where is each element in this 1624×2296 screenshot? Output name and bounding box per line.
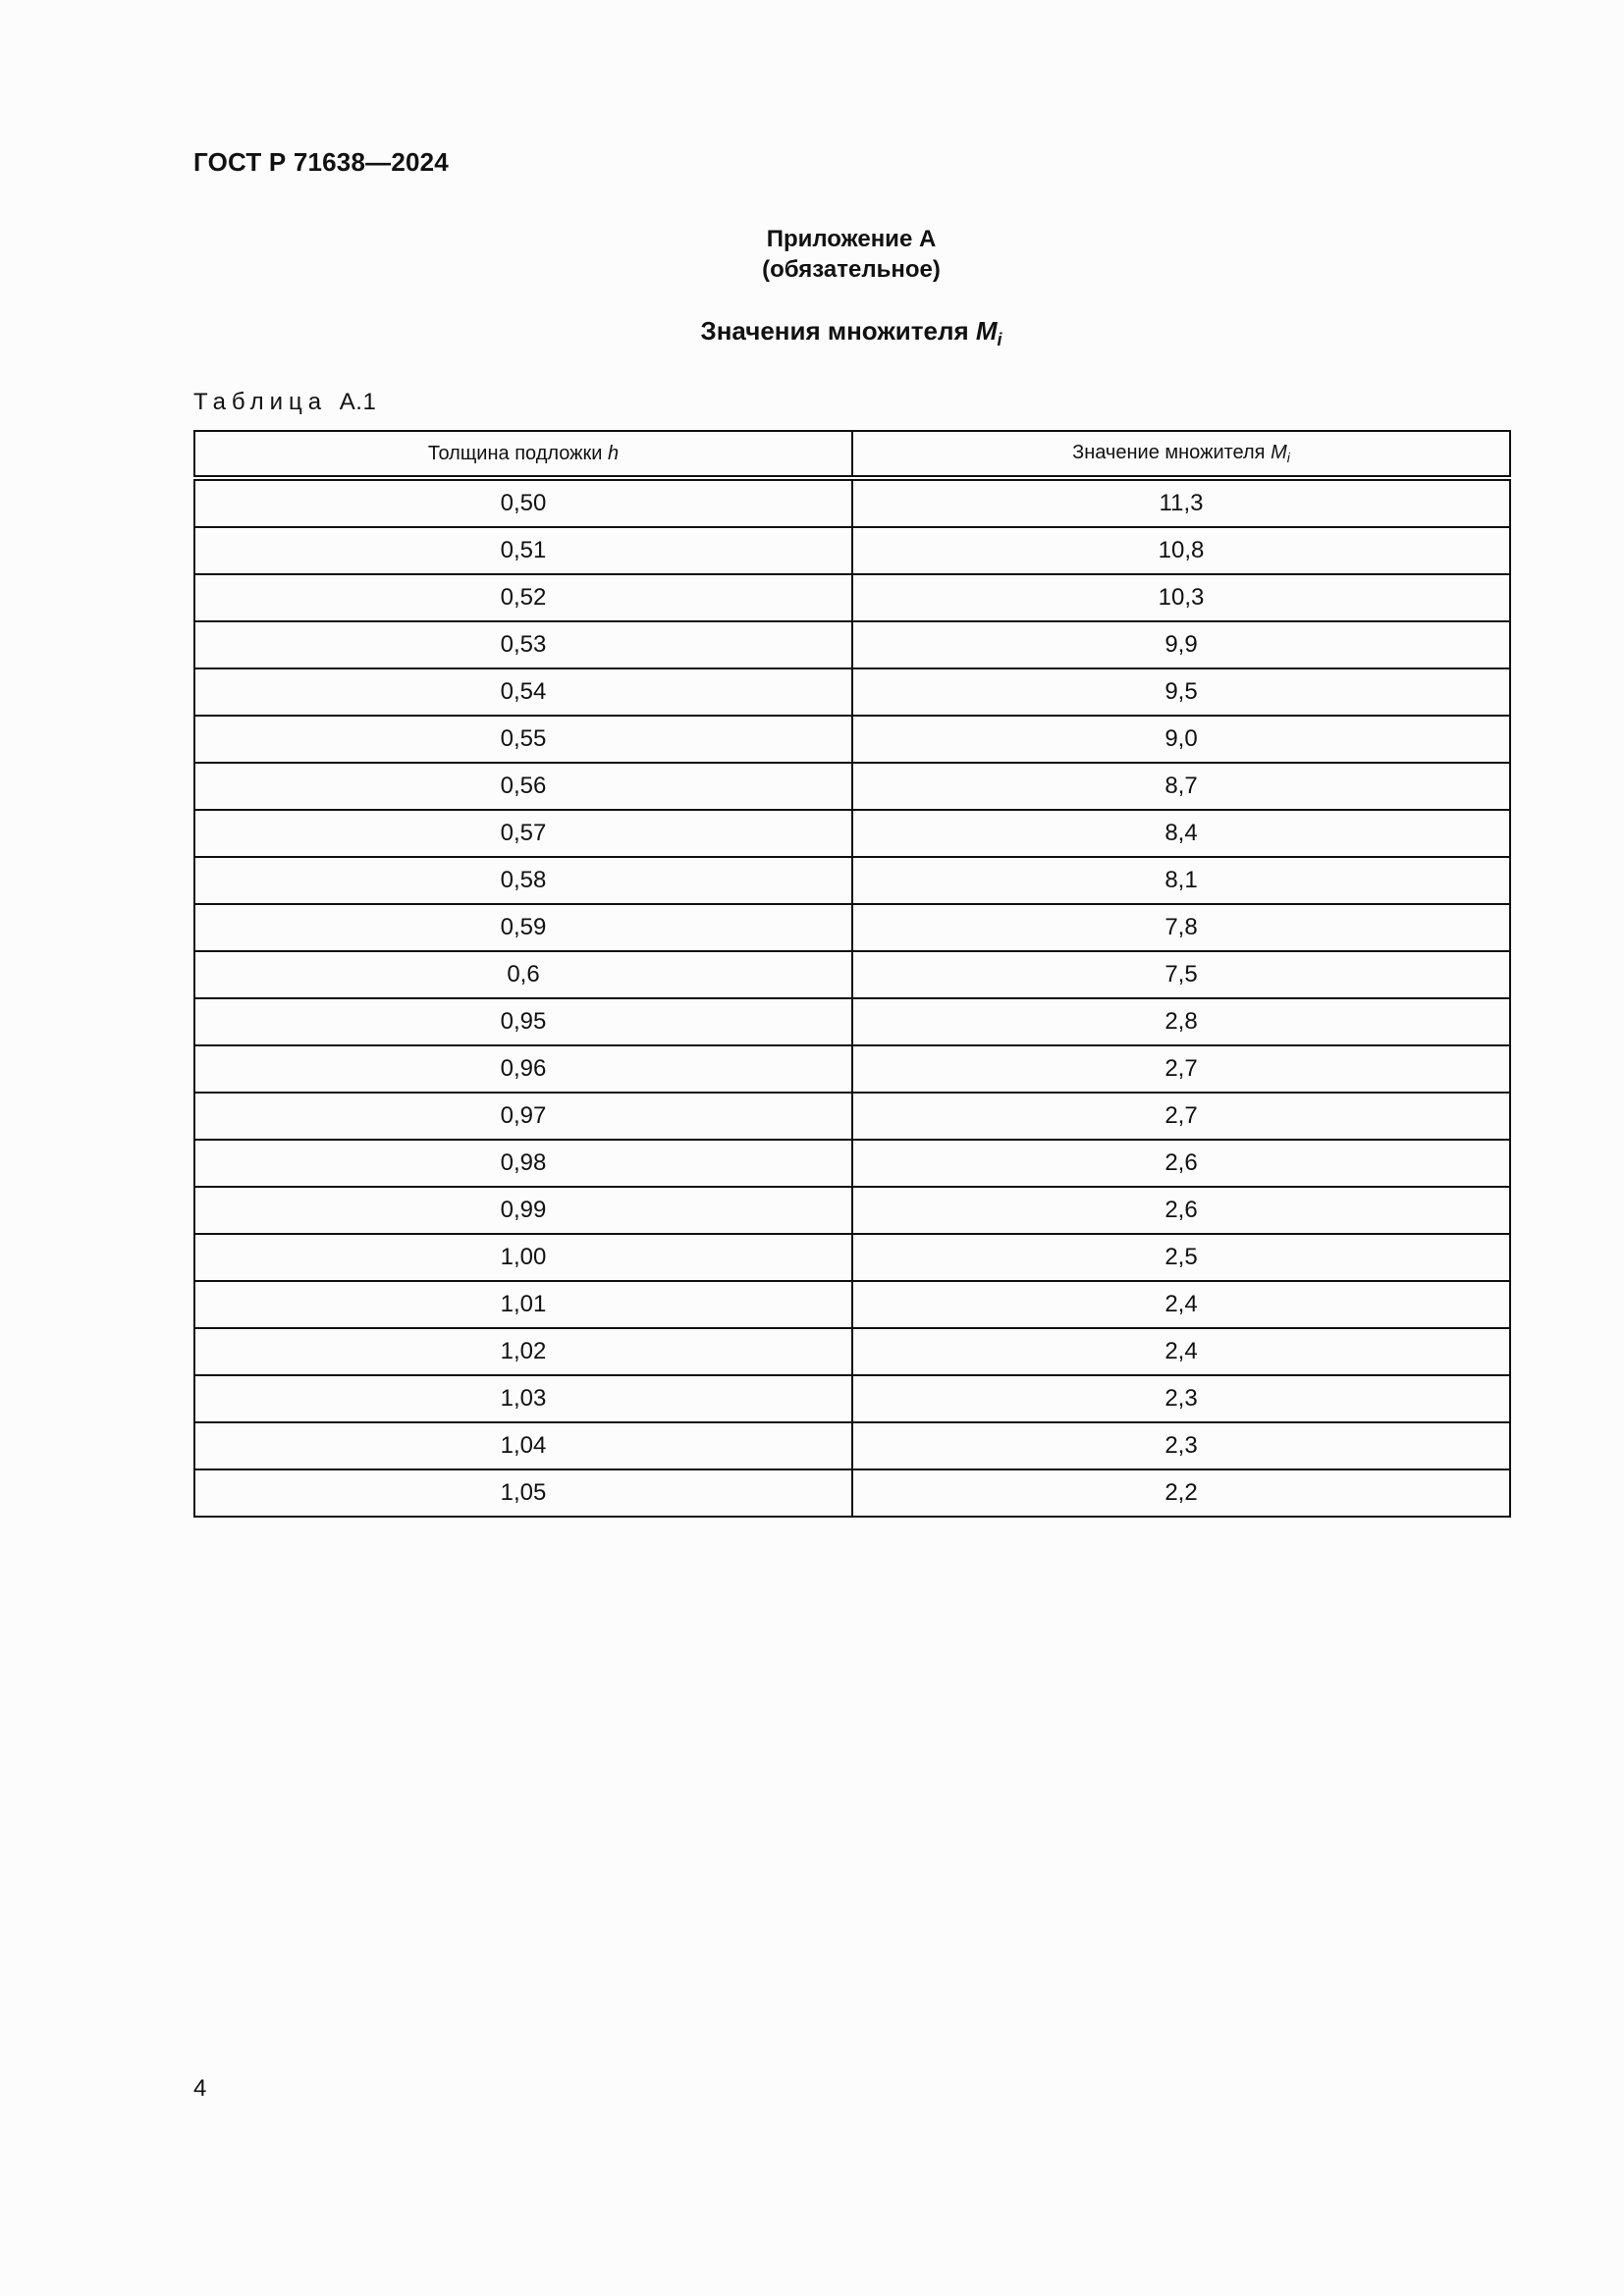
cell-thickness: 1,00 [194, 1234, 852, 1281]
table-row [194, 1422, 1510, 1469]
table-row [194, 1045, 1510, 1093]
table-row [194, 1281, 1510, 1328]
header-col2-text: Значение множителя [1072, 442, 1272, 463]
cell-multiplier: 10,3 [852, 574, 1510, 621]
page-number: 4 [193, 2075, 207, 2102]
table-row [194, 857, 1510, 904]
cell-multiplier: 2,4 [852, 1328, 1510, 1375]
cell-multiplier: 2,6 [852, 1140, 1510, 1187]
cell-multiplier: 2,8 [852, 998, 1510, 1045]
cell-thickness: 0,99 [194, 1187, 852, 1234]
cell-multiplier: 9,0 [852, 716, 1510, 763]
cell-thickness: 0,55 [194, 716, 852, 763]
table-row [194, 1093, 1510, 1140]
table-row [194, 574, 1510, 621]
cell-multiplier: 2,3 [852, 1422, 1510, 1469]
table-row [194, 1375, 1510, 1422]
table-row [194, 810, 1510, 857]
table-row [194, 998, 1510, 1045]
table-caption [193, 389, 376, 416]
cell-multiplier: 9,9 [852, 621, 1510, 668]
cell-multiplier: 8,4 [852, 810, 1510, 857]
cell-thickness: 1,04 [194, 1422, 852, 1469]
table-row [194, 763, 1510, 810]
table-row [194, 716, 1510, 763]
cell-thickness: 0,6 [194, 951, 852, 998]
table-header-row [194, 431, 1510, 478]
table-row [194, 1469, 1510, 1517]
cell-multiplier: 11,3 [852, 478, 1510, 527]
cell-thickness: 0,51 [194, 527, 852, 574]
section-title-symbol: M [975, 316, 998, 346]
cell-multiplier: 8,1 [852, 857, 1510, 904]
document-code: ГОСТ Р 71638—2024 [193, 147, 449, 177]
cell-multiplier: 2,3 [852, 1375, 1510, 1422]
table-row [194, 904, 1510, 951]
cell-multiplier: 7,8 [852, 904, 1510, 951]
table-row [194, 527, 1510, 574]
cell-thickness: 1,05 [194, 1469, 852, 1517]
cell-thickness: 0,95 [194, 998, 852, 1045]
cell-thickness: 0,98 [194, 1140, 852, 1187]
cell-multiplier: 10,8 [852, 527, 1510, 574]
header-col1-symbol: h [608, 442, 620, 464]
table-caption-label: Таблица [193, 389, 328, 415]
header-col2-symbol: M [1271, 442, 1287, 463]
multiplier-table [193, 430, 1511, 1518]
cell-multiplier: 2,4 [852, 1281, 1510, 1328]
table-row [194, 1187, 1510, 1234]
cell-multiplier: 9,5 [852, 668, 1510, 716]
table-row [194, 1234, 1510, 1281]
cell-thickness: 0,54 [194, 668, 852, 716]
table-caption-number: А.1 [339, 389, 377, 415]
cell-thickness: 0,96 [194, 1045, 852, 1093]
cell-multiplier: 2,7 [852, 1093, 1510, 1140]
header-multiplier-value [852, 431, 1510, 478]
cell-multiplier: 2,5 [852, 1234, 1510, 1281]
cell-multiplier: 2,6 [852, 1187, 1510, 1234]
cell-thickness: 0,50 [194, 478, 852, 527]
cell-thickness: 0,53 [194, 621, 852, 668]
table-row [194, 951, 1510, 998]
table-body [194, 478, 1510, 1517]
section-title [193, 316, 1509, 350]
table-row [194, 478, 1510, 527]
cell-multiplier: 2,7 [852, 1045, 1510, 1093]
header-col2-subscript: i [1286, 450, 1290, 465]
header-col1-text: Толщина подложки [427, 442, 609, 464]
table-row [194, 1328, 1510, 1375]
cell-thickness: 0,57 [194, 810, 852, 857]
cell-multiplier: 7,5 [852, 951, 1510, 998]
table-row [194, 668, 1510, 716]
section-title-text: Значения множителя [700, 316, 976, 346]
table-row [194, 621, 1510, 668]
cell-multiplier: 2,2 [852, 1469, 1510, 1517]
section-title-subscript: i [997, 330, 1002, 349]
header-substrate-thickness [194, 431, 852, 478]
cell-thickness: 1,02 [194, 1328, 852, 1375]
cell-thickness: 0,52 [194, 574, 852, 621]
cell-thickness: 1,03 [194, 1375, 852, 1422]
cell-thickness: 0,59 [194, 904, 852, 951]
cell-multiplier: 8,7 [852, 763, 1510, 810]
annex-title: Приложение А [766, 226, 937, 252]
cell-thickness: 0,58 [194, 857, 852, 904]
cell-thickness: 0,56 [194, 763, 852, 810]
annex-type: (обязательное) [762, 256, 941, 283]
cell-thickness: 1,01 [194, 1281, 852, 1328]
cell-thickness: 0,97 [194, 1093, 852, 1140]
table-row [194, 1140, 1510, 1187]
